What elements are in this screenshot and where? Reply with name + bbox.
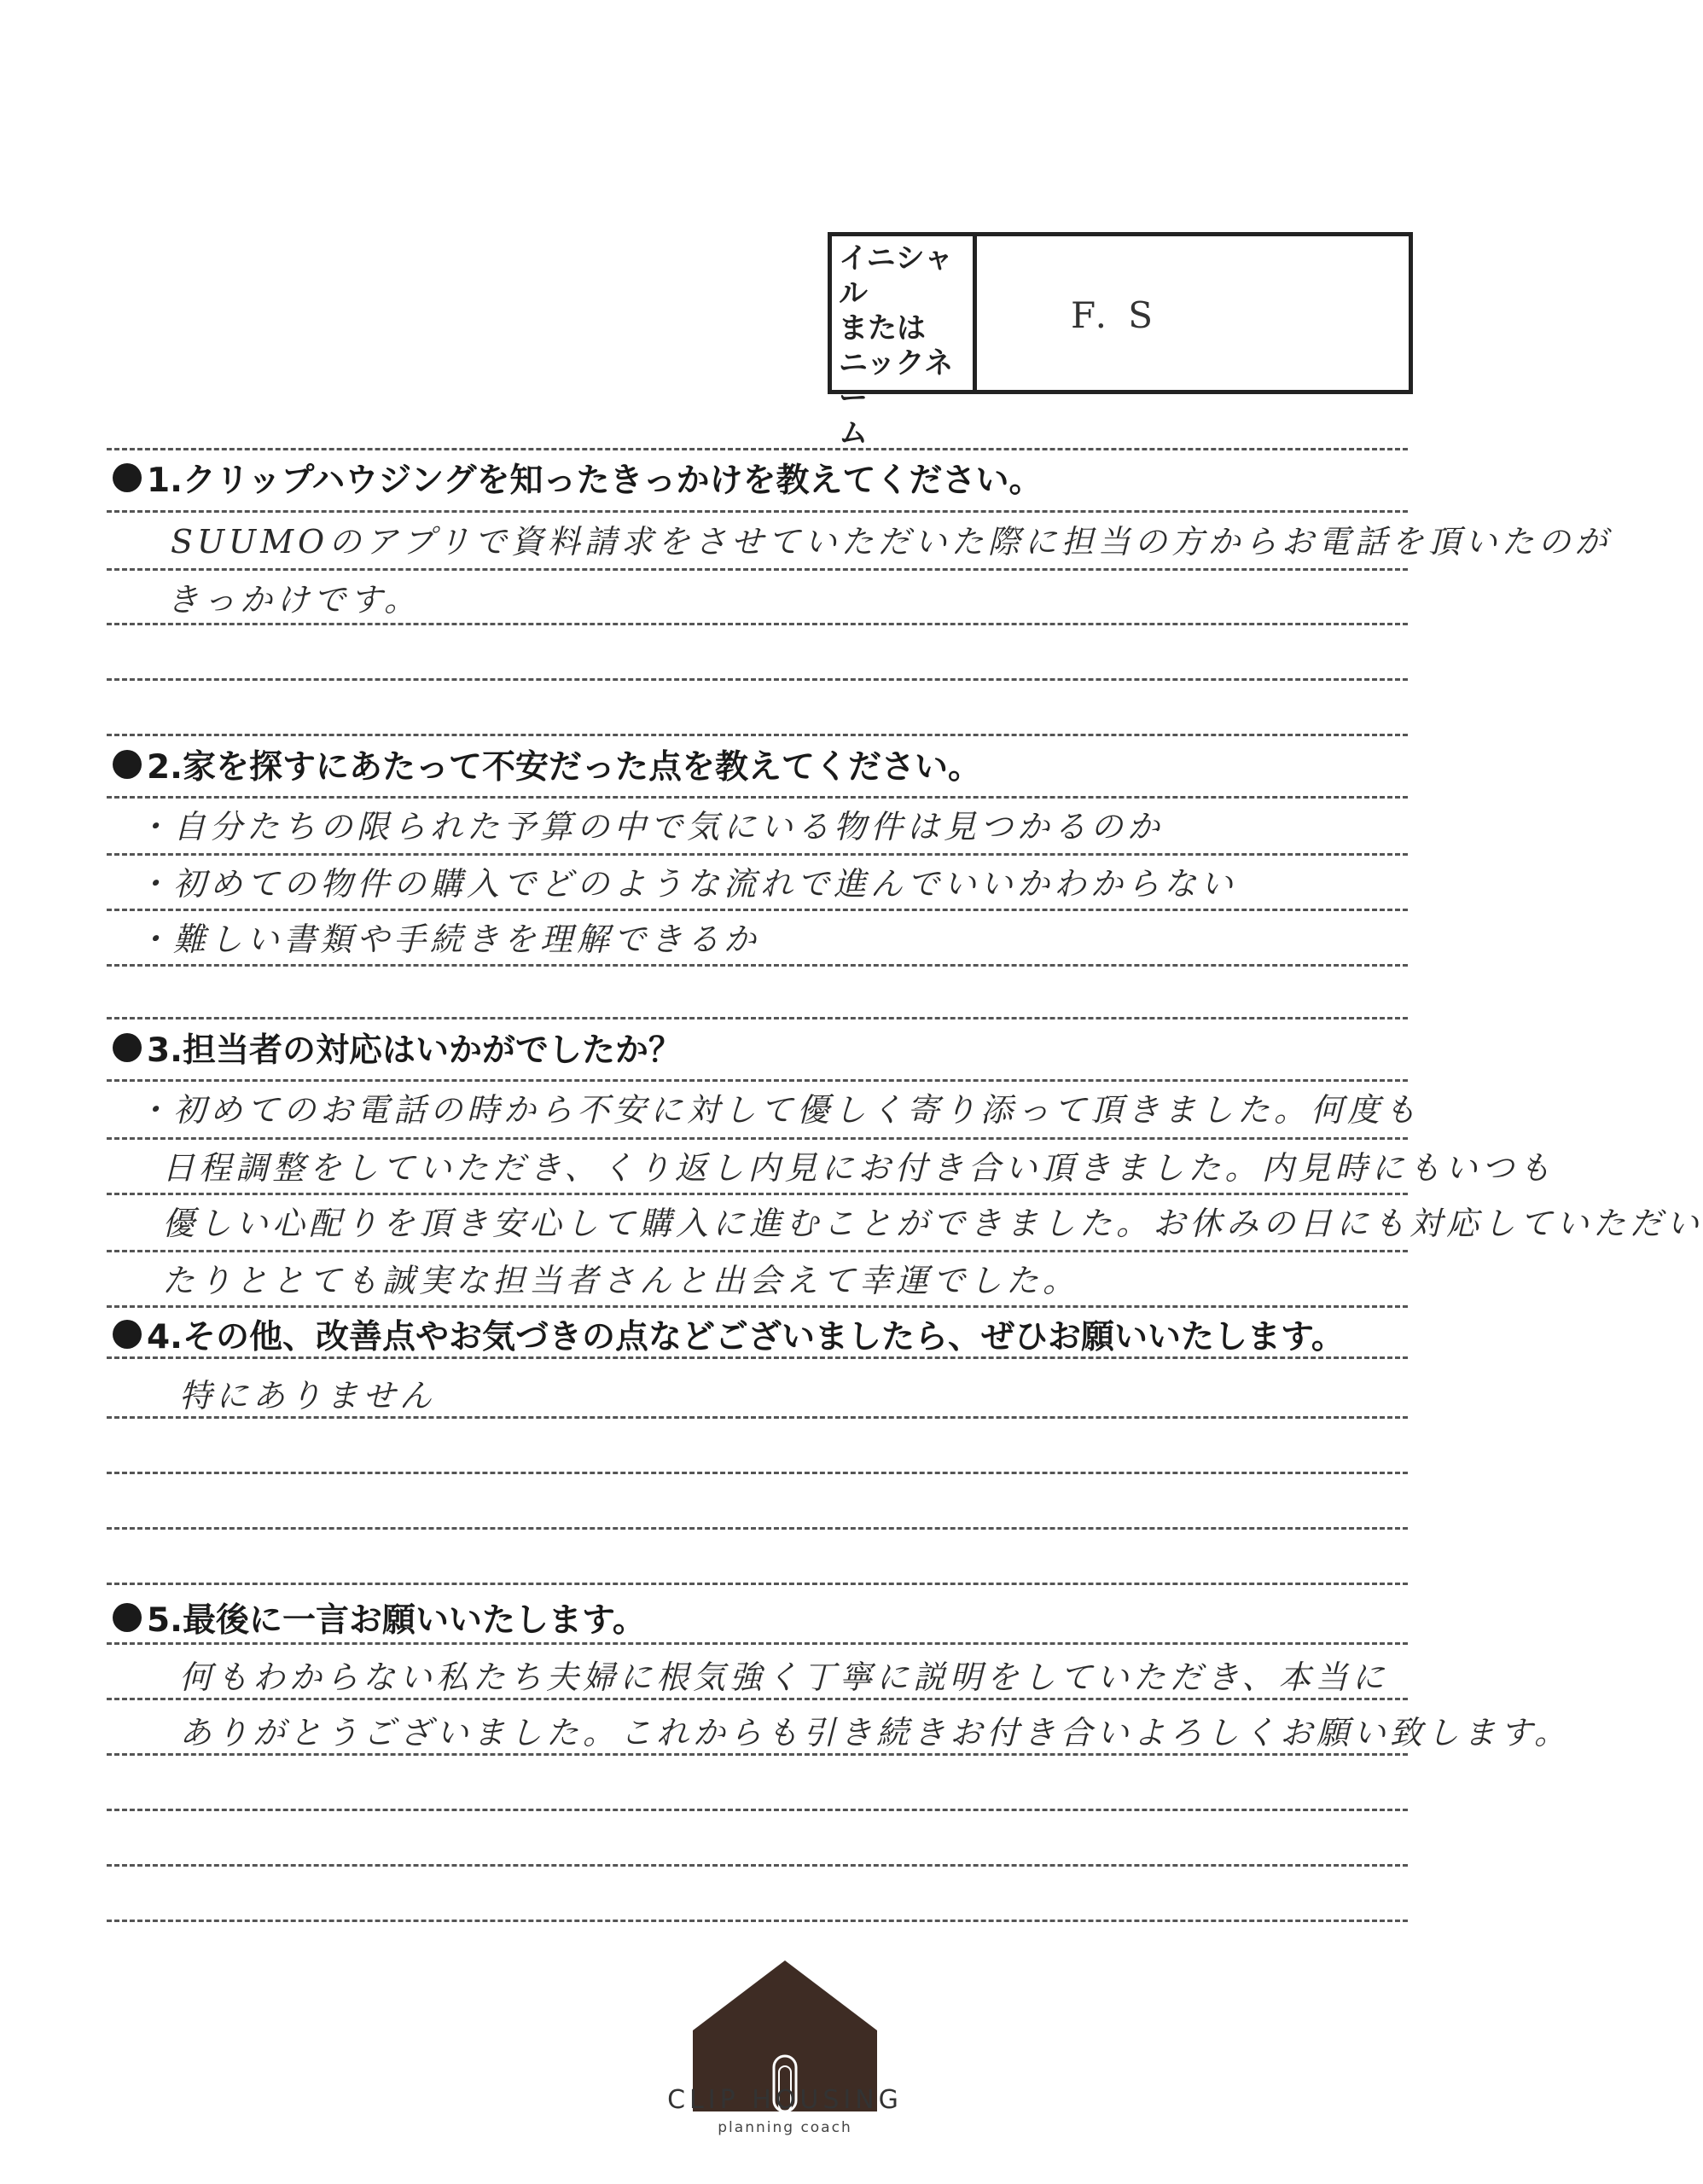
answer-4-line-1: 特にありません bbox=[179, 1377, 437, 1414]
ruled-line bbox=[107, 853, 1408, 856]
ruled-line bbox=[107, 510, 1408, 513]
ruled-line bbox=[107, 1809, 1408, 1811]
nickname-value: F. S bbox=[1071, 294, 1159, 336]
ruled-line bbox=[107, 568, 1408, 571]
ruled-line bbox=[107, 1250, 1408, 1252]
nickname-label-line: ニックネー bbox=[839, 346, 954, 415]
ruled-line bbox=[107, 909, 1408, 911]
answer-2-line-1: ・自分たちの限られた予算の中で気にいる物件は見つかるのか bbox=[137, 808, 1165, 845]
answer-2-line-3: ・難しい書類や手続きを理解できるか bbox=[137, 921, 761, 958]
logo-wordmark: CLIP HOUSING bbox=[667, 2085, 903, 2115]
question-2-text: 2.家を探すにあたって不安だった点を教えてください。 bbox=[147, 748, 981, 787]
ruled-line bbox=[107, 1642, 1408, 1645]
ruled-line bbox=[107, 1753, 1408, 1756]
question-2 bbox=[113, 741, 981, 788]
nickname-label-line: ム bbox=[839, 416, 868, 450]
answer-3-line-1: ・初めてのお電話の時から不安に対して優しく寄り添って頂きました。何度も bbox=[137, 1091, 1421, 1129]
question-5-text: 5.最後に一言お願いいたします。 bbox=[147, 1601, 646, 1640]
ruled-line bbox=[107, 1527, 1408, 1530]
bullet-icon bbox=[113, 463, 142, 492]
ruled-line bbox=[107, 1864, 1408, 1867]
question-4 bbox=[113, 1310, 1345, 1358]
nickname-label-line: または bbox=[839, 311, 926, 346]
ruled-line bbox=[107, 1079, 1408, 1082]
ruled-line bbox=[107, 734, 1408, 736]
ruled-line bbox=[107, 1017, 1408, 1019]
answer-3-line-2: 日程調整をしていただき、くり返し内見にお付き合い頂きました。内見時にもいつも bbox=[162, 1149, 1555, 1187]
question-1-text: 1.クリップハウジングを知ったきっかけを教えてください。 bbox=[147, 462, 1043, 500]
answer-5-line-2: ありがとうございました。これからも引き続きお付き合いよろしくお願い致します。 bbox=[179, 1714, 1571, 1751]
ruled-line bbox=[107, 796, 1408, 799]
bullet-icon bbox=[113, 1033, 142, 1062]
ruled-line bbox=[107, 1920, 1408, 1922]
ruled-line bbox=[107, 964, 1408, 967]
answer-5-line-1: 何もわからない私たち夫婦に根気強く丁寧に説明をしていただき、本当に bbox=[179, 1658, 1389, 1696]
ruled-line bbox=[107, 1305, 1408, 1308]
answer-3-line-4: たりととても誠実な担当者さんと出会えて幸運でした。 bbox=[162, 1262, 1080, 1299]
question-1 bbox=[113, 454, 1043, 502]
ruled-line bbox=[107, 1137, 1408, 1140]
nickname-box bbox=[828, 232, 1413, 450]
ruled-line bbox=[107, 623, 1408, 625]
nickname-label-line: イニシャル bbox=[839, 241, 953, 311]
ruled-line bbox=[107, 1472, 1408, 1474]
question-3-text: 3.担当者の対応はいかがでしたか？ bbox=[147, 1031, 682, 1070]
question-5 bbox=[113, 1594, 646, 1641]
ruled-line bbox=[107, 678, 1408, 681]
bullet-icon bbox=[113, 1603, 142, 1632]
answer-3-line-3: 優しい心配りを頂き安心して購入に進むことができました。お休みの日にも対応していただい bbox=[162, 1205, 1703, 1242]
answer-1-line-2: きっかけです。 bbox=[166, 581, 421, 619]
ruled-line bbox=[107, 1583, 1408, 1585]
question-4-text: 4.その他、改善点やお気づきの点などございましたら、ぜひお願いいたします。 bbox=[147, 1318, 1345, 1356]
ruled-line bbox=[107, 1698, 1408, 1700]
bullet-icon bbox=[113, 1320, 142, 1349]
bullet-icon bbox=[113, 750, 142, 779]
ruled-line bbox=[107, 1416, 1408, 1419]
ruled-line bbox=[107, 1193, 1408, 1195]
logo-tagline: planning coach bbox=[718, 2119, 852, 2136]
ruled-line bbox=[107, 448, 1408, 450]
answer-1-line-1: SUUMOのアプリで資料請求をさせていただいた際に担当の方からお電話を頂いたのが bbox=[171, 523, 1612, 561]
nickname-label bbox=[832, 236, 977, 450]
question-3 bbox=[113, 1024, 682, 1072]
answer-2-line-2: ・初めての物件の購入でどのような流れで進んでいいかわからない bbox=[137, 865, 1238, 903]
